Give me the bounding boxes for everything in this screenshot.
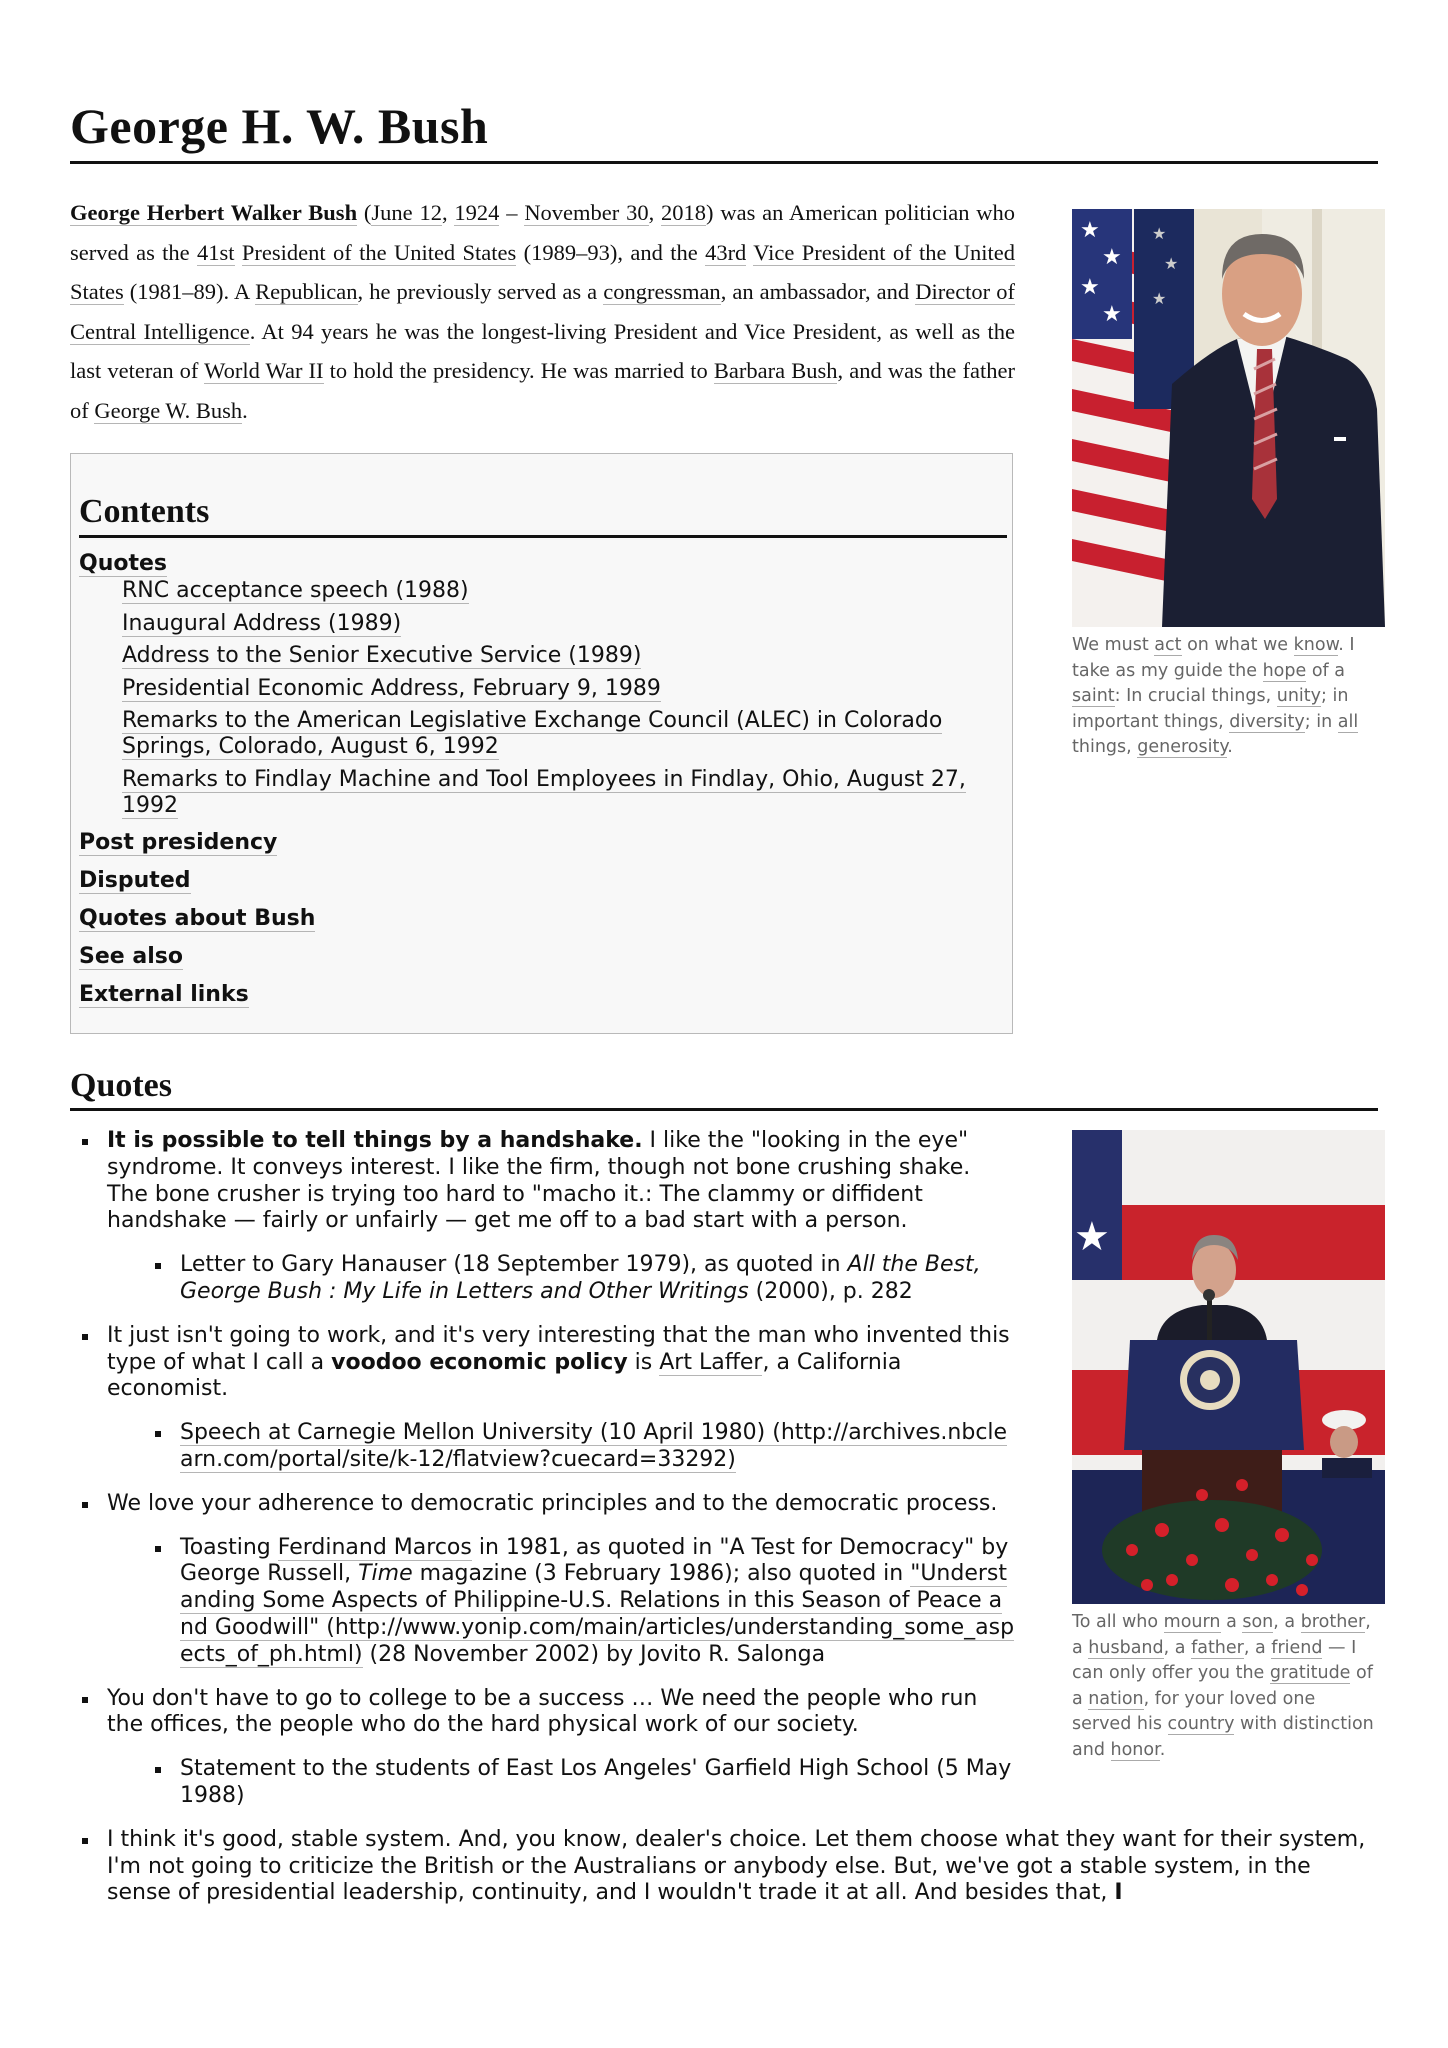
podium-caption: To all who mourn a son, a brother, a husband, a father, a friend — I can only offer you the gratitude of a nation, for your loved one served his country with distinction and honor. <box>1072 1612 1374 1760</box>
ferdinand-marcos-link[interactable]: Ferdinand Marcos <box>277 1534 472 1560</box>
toc-item-external-links[interactable]: External links <box>79 982 249 1007</box>
svg-text:★: ★ <box>1102 244 1122 269</box>
toc-item-post-presidency[interactable]: Post presidency <box>79 830 278 855</box>
caption-link[interactable]: nation <box>1088 1688 1144 1709</box>
bullet-icon <box>82 1502 88 1508</box>
bullet-icon <box>155 1767 161 1773</box>
caption-link[interactable]: all <box>1337 711 1359 732</box>
intro-link[interactable]: 43rd <box>705 239 747 265</box>
quote-text: I like the "looking in the eye" syndrome. It conveys interest. I like the firm, though not bone crushing shake. The bone crusher is trying too hard to "macho it.: The clammy or diffident handshake — fairly or unfairly — get me off to a bad start with a person. <box>107 1128 971 1234</box>
intro-link[interactable]: congressman <box>603 279 721 305</box>
caption-link[interactable]: gratitude <box>1269 1663 1351 1683</box>
toc-item-quotes[interactable]: Quotes <box>79 551 168 576</box>
title-divider <box>70 161 1378 164</box>
intro-paragraph <box>70 193 1015 431</box>
toc-item-quotes-about-bush[interactable]: Quotes about Bush <box>79 906 316 931</box>
intro-link[interactable]: World War II <box>204 358 324 384</box>
intro-link[interactable]: June 12 <box>371 200 442 225</box>
intro-link[interactable]: 2018 <box>661 200 707 225</box>
portrait-image[interactable] <box>1072 209 1385 627</box>
portrait-caption: We must act on what we know. I take as my guide the hope of a saint: In crucial things, unity; in important things, diversity; in all things, generosity. <box>1072 635 1359 757</box>
quote-bold-lead: It is possible to tell things by a handshake. <box>107 1128 643 1153</box>
svg-text:★: ★ <box>1152 226 1167 243</box>
intro-link[interactable]: November 30 <box>524 200 649 225</box>
toc-item-presidential-economic-address[interactable]: Presidential Economic Address, February 9, 1989 <box>122 675 661 701</box>
svg-text:★: ★ <box>1102 301 1122 326</box>
toc-item-inaugural-address[interactable]: Inaugural Address (1989) <box>122 610 402 636</box>
caption-link[interactable]: friend <box>1271 1637 1323 1658</box>
caption-link[interactable]: son <box>1242 1612 1274 1632</box>
svg-text:★: ★ <box>1080 217 1100 242</box>
bullet-icon <box>82 1139 88 1145</box>
table-of-contents <box>70 453 1013 1034</box>
quotes-list <box>70 1128 1378 1924</box>
caption-link[interactable]: country <box>1167 1714 1235 1734</box>
quote-bold-phrase: voodoo economic policy <box>331 1349 628 1375</box>
bullet-icon <box>82 1334 88 1340</box>
carnegie-mellon-speech-link[interactable]: Speech at Carnegie Mellon University (10 April 1980) (http://archives.nbclearn.com/portal/site/k-12/flatview?cuecard=33292) <box>180 1420 1008 1472</box>
bullet-icon <box>155 1546 161 1552</box>
quote-item: We love your adherence to democratic principles and to the democratic process. Toasting Ferdinand Marcos in 1981, as quoted in "A Test for Democracy" by George Russell, Time magazine (3 February 1986); also quoted in "Understanding Some Aspects of Philippine-U.S. Relations in this Season of Peace and Goodwill" (http://www.yonip.com/main/articles/understanding_some_aspects_of_ph.html) (28 November 2002) by Jovito R. Salonga <box>70 1491 1015 1669</box>
toc-item-senior-executive-service[interactable]: Address to the Senior Executive Service (1989) <box>122 643 642 668</box>
toc-item-disputed[interactable]: Disputed <box>79 868 191 893</box>
intro-link[interactable]: 1924 <box>454 200 500 225</box>
toc-divider <box>79 535 1007 538</box>
caption-link[interactable]: unity <box>1276 686 1321 706</box>
intro-link[interactable]: 41st <box>197 239 235 265</box>
caption-link[interactable]: diversity <box>1229 711 1305 732</box>
svg-text:★: ★ <box>1164 256 1179 273</box>
intro-link[interactable]: Republican <box>255 279 358 305</box>
page-title: George H. W. Bush <box>70 98 489 154</box>
caption-link[interactable]: mourn <box>1163 1612 1221 1632</box>
intro-link[interactable]: President of the United States <box>241 239 517 265</box>
caption-link[interactable]: saint <box>1072 686 1115 706</box>
quote-item: I think it's good, stable system. And, you know, dealer's choice. Let them choose what they want for their system, I'm not going to criticize the British or the Australians or anybody else. But, we've got a stable system, in the sense of presidential leadership, continuity, and I wouldn't trade it at all. And besides that, I <box>70 1827 1377 1907</box>
toc-heading: Contents <box>79 493 210 530</box>
bullet-icon <box>82 1697 88 1703</box>
time-magazine-title: Time <box>358 1561 413 1587</box>
quote-item: You don't have to go to college to be a success … We need the people who run the offices, the people who do the hard physical work of our society. Statement to the students of East Los Angeles' Garfield High School (5 May 1988) <box>70 1686 1015 1810</box>
caption-link[interactable]: father <box>1191 1637 1244 1658</box>
section-heading-quotes: Quotes <box>70 1067 172 1104</box>
caption-link[interactable]: act <box>1154 635 1182 655</box>
portrait-photo-icon <box>1072 209 1385 627</box>
quote-source <box>107 1420 1015 1474</box>
toc-item-alec-remarks[interactable]: Remarks to the American Legislative Exchange Council (ALEC) in Colorado Springs, Colorado, August 6, 1992 <box>122 708 943 759</box>
intro-link[interactable]: George W. Bush <box>94 397 243 423</box>
quote-source: Letter to Gary Hanauser (18 September 1979), as quoted in All the Best, George Bush : My Life in Letters and Other Writings (2000), p. 282 <box>107 1252 1015 1306</box>
bullet-icon <box>82 1838 88 1844</box>
toc-list <box>79 550 1004 1019</box>
toc-item-findlay-remarks[interactable]: Remarks to Findlay Machine and Tool Employees in Findlay, Ohio, August 27, 1992 <box>122 766 966 818</box>
quote-source: Toasting Ferdinand Marcos in 1981, as quoted in "A Test for Democracy" by George Russell, Time magazine (3 February 1986); also quoted in "Understanding Some Aspects of Philippine-U.S. Relations in this Season of Peace and Goodwill" (http://www.yonip.com/main/articles/understanding_some_aspects_of_ph.html) (28 November 2002) by Jovito R. Salonga <box>107 1535 1015 1669</box>
toc-item-rnc-acceptance-speech[interactable]: RNC acceptance speech (1988) <box>122 578 469 603</box>
caption-link[interactable]: know <box>1293 635 1339 655</box>
portrait-figure <box>1055 209 1385 761</box>
svg-text:★: ★ <box>1074 1214 1110 1259</box>
caption-link[interactable]: husband <box>1088 1637 1164 1658</box>
art-laffer-link[interactable]: Art Laffer <box>659 1349 763 1375</box>
yonip-article-link[interactable]: "Understanding Some Aspects of Philippine-U.S. Relations in this Season of Peace and Goodwill" (http://www.yonip.com/main/articles/understanding_some_aspects_of_ph.html) <box>180 1561 1015 1667</box>
quote-source: Statement to the students of East Los Angeles' Garfield High School (5 May 1988) <box>107 1756 1015 1810</box>
intro-text: (June 12, 1924 – November 30, 2018) was an American politician who served as the 41st President of the United States (1989–93), and the 43rd Vice President of the United States (1981–89). A Republican, he previously served as a congressman, an ambassador, and Director of Central Intelligence. At 94 years he was the longest-living President and Vice President, as well as the last veteran of World War II to hold the presidency. He was married to Barbara Bush, and was the father of George W. Bush. <box>70 200 1016 423</box>
intro-link[interactable]: Vice President of the United States <box>70 239 1016 305</box>
quotes-divider <box>70 1108 1378 1111</box>
intro-link[interactable]: Barbara Bush <box>713 358 838 384</box>
caption-link[interactable]: generosity <box>1137 737 1228 757</box>
caption-link[interactable]: hope <box>1262 660 1307 681</box>
intro-link[interactable]: Director of Central Intelligence <box>70 279 1015 344</box>
caption-link[interactable]: brother <box>1300 1612 1366 1632</box>
bullet-icon <box>155 1263 161 1269</box>
source-book-title: All the Best, George Bush : My Life in Letters and Other Writings <box>180 1252 981 1304</box>
bullet-icon <box>155 1431 161 1437</box>
toc-item-see-also[interactable]: See also <box>79 944 183 969</box>
quote-item: It just isn't going to work, and it's very interesting that the man who invented this type of what I call a voodoo economic policy is Art Laffer, a California economist. Speech at Carnegie Mellon University (10 April 1980) (http://archives.nbclearn.com/portal/site/k-12/flatview?cuecard=33292) <box>70 1323 1015 1474</box>
svg-text:★: ★ <box>1152 291 1167 308</box>
quote-item <box>70 1128 1015 1306</box>
svg-text:★: ★ <box>1080 274 1100 299</box>
subject-name-link[interactable]: George Herbert Walker Bush <box>70 200 358 225</box>
caption-link[interactable]: honor <box>1110 1739 1160 1760</box>
